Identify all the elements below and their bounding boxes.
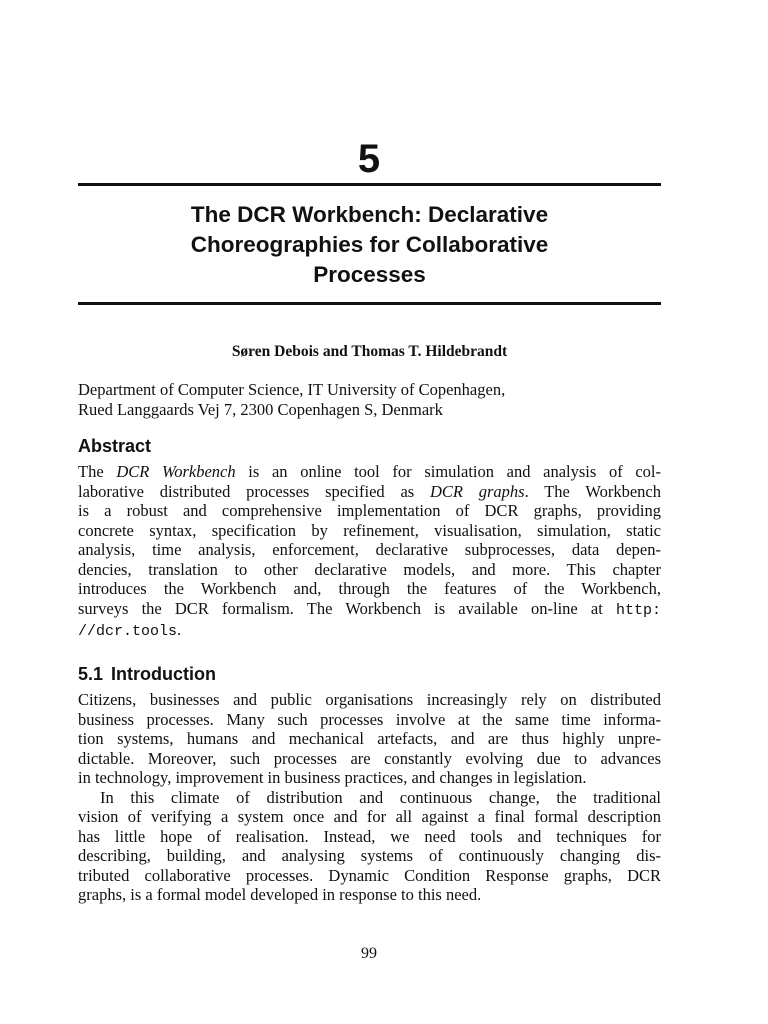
text-run: surveys the DCR formalism. The Workbench is available on-line at (78, 598, 616, 618)
text-run: laborative distributed processes specified as (78, 481, 430, 501)
abstract-line: dencies, translation to other declarative models, and more. This chapter (78, 559, 661, 579)
abstract-line (78, 620, 661, 642)
abstract-line: introduces the Workbench and, through the features of the Workbench, (78, 579, 661, 598)
body-line: in technology, improvement in business practices, and changes in legislation. (78, 768, 587, 787)
abstract-line (78, 599, 661, 621)
page-number: 99 (361, 945, 377, 962)
body-line: dictable. Moreover, such processes are constantly evolving due to advances (78, 748, 661, 768)
chapter-title-line: The DCR Workbench: Declarative (190, 202, 549, 227)
text-run: . The Workbench (524, 481, 661, 501)
chapter-title (78, 200, 661, 290)
affiliation (78, 380, 661, 420)
title-rule-bottom (78, 302, 661, 305)
chapter-title-line: Choreographies for Collaborative (190, 232, 549, 257)
emphasis-dcr-workbench: DCR Workbench (116, 462, 236, 481)
abstract-heading: Abstract (78, 436, 152, 456)
introduction-body (78, 690, 661, 905)
body-line: tributed collaborative processes. Dynamic Condition Response graphs, DCR (78, 865, 661, 885)
abstract-line: analysis, time analysis, enforcement, declarative subprocesses, data depen- (78, 540, 661, 559)
text-run: The (78, 462, 117, 481)
abstract-line (78, 462, 661, 482)
abstract-line: is a robust and comprehensive implementation of DCR graphs, providing (78, 501, 661, 520)
title-rule-top (78, 183, 661, 186)
abstract-line (78, 482, 661, 502)
body-line: graphs, is a formal model developed in response to this need. (78, 885, 482, 904)
body-line: has little hope of realisation. Instead, we need tools and techniques for (78, 826, 661, 846)
authors: Søren Debois and Thomas T. Hildebrandt (231, 343, 508, 360)
section-number: 5.1 (78, 664, 104, 684)
emphasis-dcr-graphs: DCR graphs (429, 481, 525, 501)
chapter-number: 5 (357, 137, 381, 181)
body-line: describing, building, and analysing systems of continuously changing dis- (78, 846, 661, 865)
section-title: Introduction (111, 664, 217, 684)
body-line: Citizens, businesses and public organisations increasingly rely on distributed (78, 690, 661, 709)
body-line: vision of verifying a system once and for all against a final formal description (78, 807, 661, 826)
body-line: tion systems, humans and mechanical artefacts, and are thus highly unpre- (78, 729, 661, 748)
text-run: is an online tool for simulation and analysis of col- (235, 462, 662, 481)
url-link-part[interactable]: http: (615, 601, 661, 619)
body-line: In this climate of distribution and continuous change, the traditional (100, 787, 661, 807)
text-run: . (177, 620, 182, 639)
abstract-line: concrete syntax, specification by refinement, visualisation, simulation, static (78, 520, 661, 540)
url-link-part[interactable]: //dcr.tools (78, 623, 178, 640)
affiliation-line: Department of Computer Science, IT University of Copenhagen, (78, 380, 506, 399)
body-line: business processes. Many such processes involve at the same time informa- (78, 709, 661, 729)
abstract-body (78, 462, 661, 642)
affiliation-line: Rued Langgaards Vej 7, 2300 Copenhagen S, Denmark (78, 400, 443, 419)
introduction-heading (78, 662, 216, 686)
chapter-title-line: Processes (313, 262, 426, 287)
